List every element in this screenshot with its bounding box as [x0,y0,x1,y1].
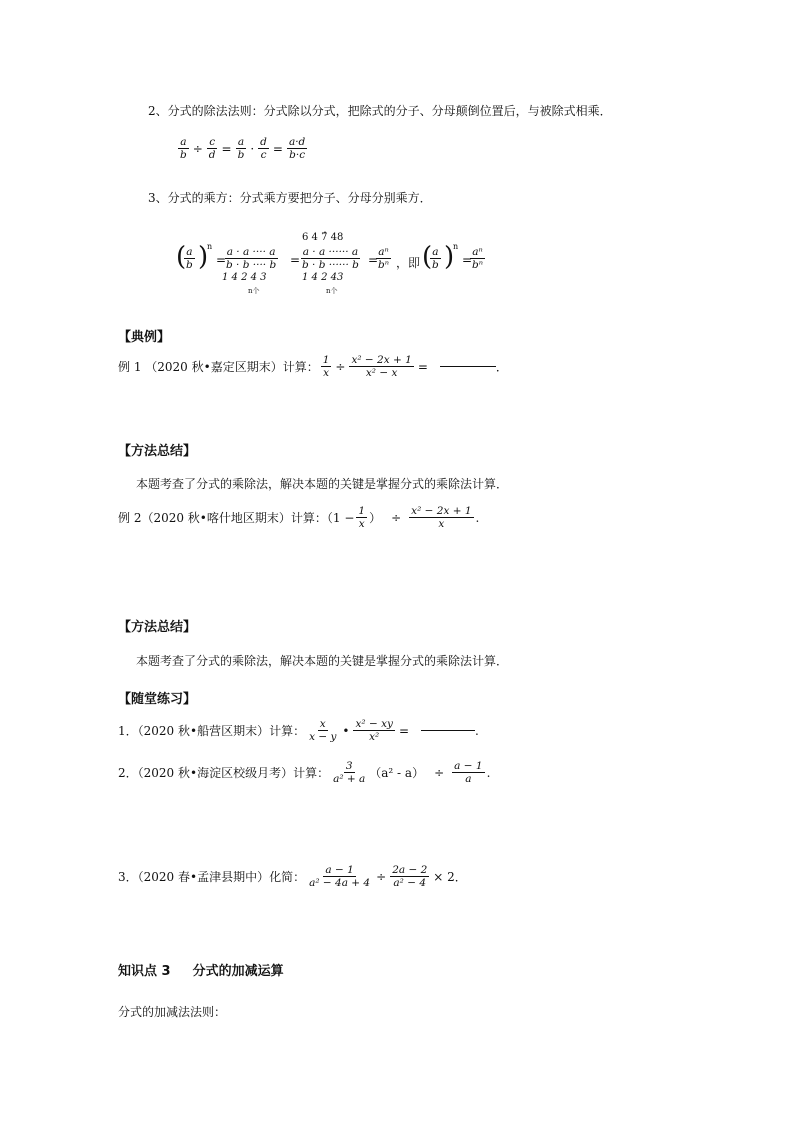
example-heading: 【典例】 [118,330,171,345]
fraction: $\frac{a - 1}{a}$ [454,760,483,786]
n-label-1: n个 [248,287,260,295]
fraction: $\frac{a}{b}$ [180,136,187,162]
fraction: $\frac{c}{d}$ [208,136,216,162]
method-summary-text-1: 本题考查了分式的乘除法，解决本题的关键是掌握分式的乘除法计算． [136,477,509,491]
fraction: $\frac{x}{x - y}$ [309,718,337,744]
fraction: $\frac{2a - 2}{\text{a² − 4}}$ [392,864,428,890]
practice-question-3: 3．（2020 春•孟津县期中）化简： $\frac{a - 1}{\text{a² − 4a + 4}}$ ÷ $\frac{2a - 2}{\text{a² − 4}}$ × 2． [118,864,467,890]
fraction: $\frac{\text{x² − 2x + 1}}{x}$ [411,505,472,531]
product-fraction-1: $\frac{a \cdot a \cdot\cdot\cdot\cdot a}{b \cdot b \cdot\cdot\cdot\cdot b}$ [226,246,277,272]
overbrace: 6 4 7̂ 48 [302,232,344,243]
practice-question-2: 2．（2020 秋•海淀区校级月考）计算： $\frac{3}{\text{a² + a}}$ （a² - a） ÷ $\frac{a - 1}{a}$ . [118,760,491,786]
fraction: $\frac{\text{x² − 2x + 1}}{\text{x² − x}}$ [351,354,412,380]
fraction: $\frac{a}{b}$ [432,246,439,272]
method-summary-text-2: 本题考查了分式的乘除法，解决本题的关键是掌握分式的乘除法计算． [136,654,509,668]
division-rule-formula: $\frac{a}{b}$ ÷ $\frac{c}{d}$ = $\frac{a}{b}$ · $\frac{d}{c}$ = $\frac{a\cdot d}{b\cdot c}$ [180,136,306,162]
knowledge-point-3 [118,960,284,979]
fraction: $\frac{1}{x}$ [358,505,366,531]
exponent: n [207,242,213,251]
product-fraction-2: $\frac{a \cdot a \cdot\cdot\cdot\cdot\cdot\cdot a}{b \cdot b \cdot\cdot\cdot\cdot\cdot\cdot b}$ [302,246,359,272]
answer-blank [421,730,475,731]
n-label-2: n个 [326,287,338,295]
ji-text: ，即 [396,256,421,270]
underbrace-1: 1 4 2 4 3 [222,272,267,283]
fraction: $\frac{\text{x² − xy}}{\text{x²}}$ [355,718,393,744]
fraction: $\frac{3}{\text{a² + a}}$ [333,760,366,786]
example-1-prefix: 例 1 （2020 秋•嘉定区期末）计算： [118,360,319,375]
practice-question-1: 1．（2020 秋•船营区期末）计算： $\frac{x}{x - y}$ • $\frac{\text{x² − xy}}{\text{x²}}$ = . [118,718,479,744]
fraction: $\frac{\text{aⁿ}}{\text{bⁿ}}$ [472,246,483,272]
underbrace-2: 1 4 2 43 [302,272,344,283]
example-1: 例 1 （2020 秋•嘉定区期末）计算： $\frac{1}{x}$ ÷ $\frac{\text{x² − 2x + 1}}{\text{x² − x}}$ = ． [118,354,508,380]
knowledge-point-title: 分式的加减运算 [192,964,284,979]
knowledge-point-label: 知识点 3 [118,964,171,979]
example-2-prefix: 例 2（2020 秋•喀什地区期末）计算：（1 − [118,511,355,526]
fraction: $\frac{d}{c}$ [260,136,267,162]
power-rule-text: 3、分式的乘方：分式乘方要把分子、分母分别乘方． [148,191,432,205]
left-paren: ( [176,242,187,272]
power-rule-formula: ( $\frac{a}{b}$ ) n = $\frac{a \cdot a \cdot\cdot\cdot\cdot a}{b \cdot b \cdot\cdot\cdot\cdot b}$ 1 4 2 4 3 n个 = 6 4 7̂ 48 $\frac{a \cdot a \cdot\cdot\cdot\cdot\cdot\cdot a}{b \cdot b \cdot\cdot\cdot\cdot\cdot\cdot b}$ 1 4 2 43 n个 = $\frac{\text{aⁿ}}{\text{bⁿ}}$ ，即 ( $\frac{a}{b}$ ) n = $\frac{\text{aⁿ}}{\text{bⁿ}}$ [176,232,483,295]
fraction: $\frac{a}{b}$ [186,246,193,272]
fraction: $\frac{a\cdot d}{b\cdot c}$ [288,136,306,162]
method-summary-heading-2: 【方法总结】 [118,620,197,635]
fraction: $\frac{1}{x}$ [322,354,330,380]
right-paren: ) [198,242,209,272]
answer-blank [440,366,496,367]
example-2: 例 2（2020 秋•喀什地区期末）计算：（1 − $\frac{1}{x}$ ） ÷ $\frac{\text{x² − 2x + 1}}{x}$ . [118,505,480,531]
division-rule-text: 2、分式的除法法则：分式除以分式，把除式的分子、分母颠倒位置后，与被除式相乘． [148,104,612,118]
fraction: $\frac{a - 1}{\text{a² − 4a + 4}}$ [309,864,371,890]
addsub-rule-text: 分式的加减法法则： [118,1005,227,1019]
method-summary-heading-1: 【方法总结】 [118,444,197,459]
practice-heading: 【随堂练习】 [118,692,197,707]
fraction: $\frac{\text{aⁿ}}{\text{bⁿ}}$ [378,246,389,272]
fraction: $\frac{a}{b}$ [237,136,245,162]
